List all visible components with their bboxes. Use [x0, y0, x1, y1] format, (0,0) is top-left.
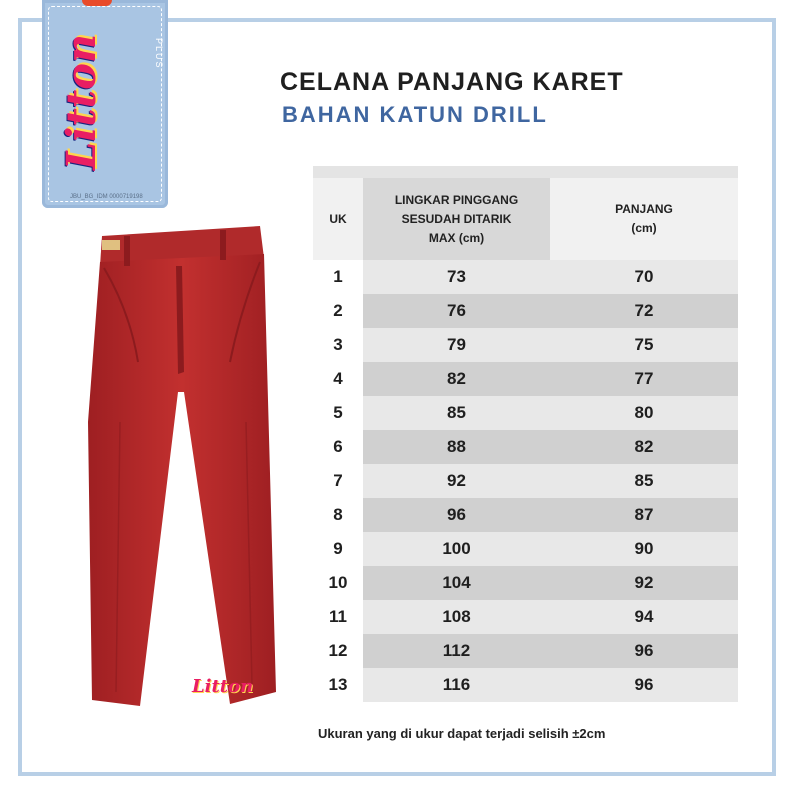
table-row — [313, 396, 738, 430]
table-header-row — [313, 178, 738, 260]
table-row — [313, 634, 738, 668]
cell-length: 94 — [550, 600, 738, 634]
cell-length: 85 — [550, 464, 738, 498]
cell-waist: 73 — [363, 260, 550, 294]
cell-waist: 104 — [363, 566, 550, 600]
cell-length: 96 — [550, 668, 738, 702]
cell-waist: 100 — [363, 532, 550, 566]
table-row — [313, 430, 738, 464]
cell-waist: 92 — [363, 464, 550, 498]
cell-waist: 79 — [363, 328, 550, 362]
product-title: CELANA PANJANG KARET — [280, 68, 624, 96]
table-row — [313, 566, 738, 600]
header-waist-line2: SESUDAH DITARIK — [401, 211, 512, 226]
tag-code: JBU_BG_IDM 0000719198 — [70, 194, 143, 200]
cell-uk: 11 — [313, 600, 363, 634]
header-waist — [363, 178, 550, 260]
cell-uk: 7 — [313, 464, 363, 498]
cell-length: 75 — [550, 328, 738, 362]
cell-waist: 82 — [363, 362, 550, 396]
cell-length: 92 — [550, 566, 738, 600]
cell-uk: 4 — [313, 362, 363, 396]
header-waist-line3: MAX (cm) — [428, 230, 485, 245]
cell-length: 87 — [550, 498, 738, 532]
cell-uk: 1 — [313, 260, 363, 294]
header-waist-line1: LINGKAR PINGGANG — [394, 192, 519, 207]
header-uk: UK — [313, 178, 363, 260]
header-length-line1: PANJANG — [615, 202, 673, 216]
tag-plus-label: PLUS — [154, 38, 164, 70]
table-row — [313, 532, 738, 566]
cell-uk: 8 — [313, 498, 363, 532]
product-subtitle: BAHAN KATUN DRILL — [282, 102, 548, 127]
cell-waist: 108 — [363, 600, 550, 634]
header-length — [550, 178, 738, 260]
table-row — [313, 498, 738, 532]
tag-brand-logo: Litton — [58, 33, 105, 170]
cell-length: 70 — [550, 260, 738, 294]
cell-uk: 3 — [313, 328, 363, 362]
cell-uk: 9 — [313, 532, 363, 566]
cell-waist: 88 — [363, 430, 550, 464]
cell-uk: 13 — [313, 668, 363, 702]
cell-length: 80 — [550, 396, 738, 430]
cell-uk: 12 — [313, 634, 363, 668]
cell-length: 72 — [550, 294, 738, 328]
header-length-line2: (cm) — [631, 221, 657, 235]
cell-waist: 96 — [363, 498, 550, 532]
table-row — [313, 600, 738, 634]
cell-uk: 2 — [313, 294, 363, 328]
table-row — [313, 328, 738, 362]
table-row — [313, 294, 738, 328]
table-row — [313, 260, 738, 294]
cell-waist: 85 — [363, 396, 550, 430]
pants-image — [80, 222, 280, 712]
cell-length: 96 — [550, 634, 738, 668]
cell-length: 90 — [550, 532, 738, 566]
cell-uk: 5 — [313, 396, 363, 430]
size-chart-table — [313, 166, 738, 702]
cell-waist: 112 — [363, 634, 550, 668]
pants-logo: Litton — [192, 676, 254, 697]
table-top-strip — [313, 166, 738, 178]
cell-length: 82 — [550, 430, 738, 464]
cell-length: 77 — [550, 362, 738, 396]
hang-tag — [42, 0, 168, 208]
table-row — [313, 668, 738, 702]
cell-waist: 116 — [363, 668, 550, 702]
table-row — [313, 464, 738, 498]
cell-uk: 6 — [313, 430, 363, 464]
cell-uk: 10 — [313, 566, 363, 600]
table-row — [313, 362, 738, 396]
size-note: Ukuran yang di ukur dapat terjadi selisih ±2cm — [318, 726, 606, 741]
cell-waist: 76 — [363, 294, 550, 328]
